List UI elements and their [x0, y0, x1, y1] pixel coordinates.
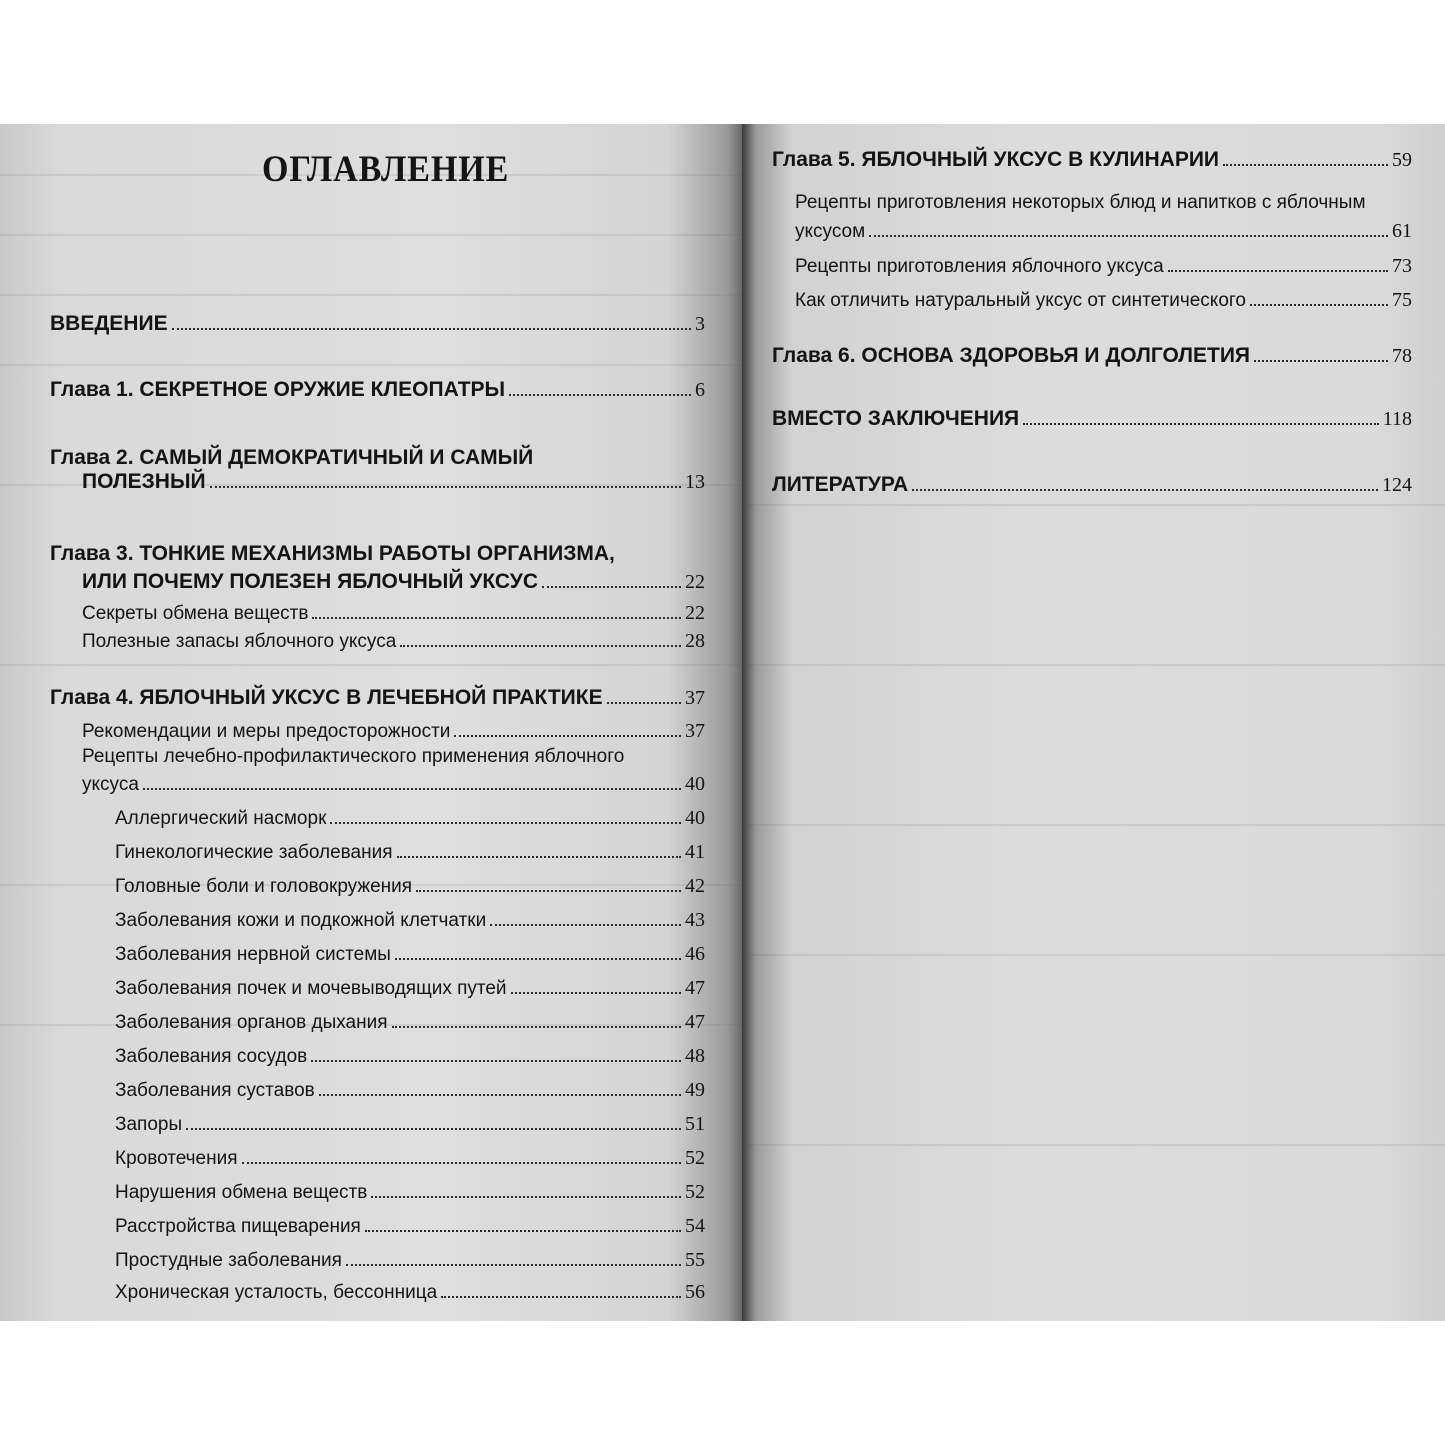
dot-leader	[312, 617, 681, 619]
toc-entry-subsection[interactable]	[115, 909, 705, 932]
toc-page-number: 46	[685, 943, 705, 965]
toc-entry-section[interactable]	[795, 255, 1412, 278]
toc-entry-chapter-4[interactable]	[50, 686, 705, 710]
toc-page-number: 41	[685, 841, 705, 863]
toc-page-number: 6	[695, 379, 705, 401]
toc-entry-subsection[interactable]	[115, 1079, 705, 1102]
dot-leader	[346, 1264, 681, 1266]
dot-leader	[454, 735, 681, 737]
toc-entry-label: Глава 5. ЯБЛОЧНЫЙ УКСУС В КУЛИНАРИИ	[772, 148, 1220, 171]
toc-entry-label: ПОЛЕЗНЫЙ	[82, 470, 206, 493]
toc-page-number: 78	[1392, 345, 1412, 367]
toc-entry-subsection[interactable]	[115, 1249, 705, 1272]
toc-entry-subsection[interactable]	[115, 1045, 705, 1068]
page-title: ОГЛАВЛЕНИЕ	[262, 149, 510, 190]
toc-entry-label: Глава 4. ЯБЛОЧНЫЙ УКСУС В ЛЕЧЕБНОЙ ПРАКТИКЕ	[50, 686, 603, 709]
toc-page-number: 75	[1392, 289, 1412, 311]
toc-page-number: 13	[685, 471, 705, 493]
toc-entry-subsection[interactable]	[115, 977, 705, 1000]
dot-leader	[172, 328, 691, 330]
toc-entry-chapter-3[interactable]	[82, 570, 705, 594]
dot-leader	[1023, 423, 1379, 425]
toc-entry-label: Гинекологические заболевания	[115, 842, 393, 863]
toc-entry-label: ВМЕСТО ЗАКЛЮЧЕНИЯ	[772, 407, 1020, 430]
toc-page-number: 22	[685, 571, 705, 593]
toc-entry-label: Глава 1. СЕКРЕТНОЕ ОРУЖИЕ КЛЕОПАТРЫ	[50, 378, 506, 401]
toc-page-number: 49	[685, 1079, 705, 1101]
toc-entry-label: Полезные запасы яблочного уксуса	[82, 631, 397, 652]
dot-leader	[392, 1026, 682, 1028]
toc-entry-section[interactable]	[82, 773, 705, 796]
toc-entry-label: Головные боли и головокружения	[115, 876, 413, 897]
dot-leader	[330, 822, 681, 824]
dot-leader	[210, 486, 681, 488]
toc-page-number: 28	[685, 630, 705, 652]
toc-page-number: 37	[685, 687, 705, 709]
toc-entry-label: Заболевания сосудов	[115, 1046, 308, 1067]
dot-leader	[869, 235, 1388, 237]
dot-leader	[186, 1128, 681, 1130]
toc-page-number: 40	[685, 807, 705, 829]
toc-entry-label: Заболевания суставов	[115, 1080, 315, 1101]
toc-entry-chapter-1[interactable]	[50, 378, 705, 402]
toc-entry-subsection[interactable]	[115, 1147, 705, 1170]
toc-entry-chapter-6[interactable]	[772, 344, 1412, 368]
toc-entry-label: Заболевания кожи и подкожной клетчатки	[115, 910, 487, 931]
toc-entry-recipes-line1: Рецепты лечебно-профилактического применения яблочного	[82, 746, 625, 767]
toc-page-number: 124	[1382, 474, 1412, 496]
toc-page-number: 54	[685, 1215, 705, 1237]
toc-page-number: 47	[685, 977, 705, 999]
toc-entry-subsection[interactable]	[115, 1011, 705, 1034]
dot-leader	[143, 788, 681, 790]
dot-leader	[509, 394, 691, 396]
toc-entry-introduction[interactable]	[50, 312, 705, 336]
toc-entry-subsection[interactable]	[115, 1181, 705, 1204]
toc-entry-literature[interactable]	[772, 473, 1412, 497]
toc-entry-label: Простудные заболевания	[115, 1250, 342, 1271]
toc-entry-chapter-2[interactable]	[82, 470, 705, 494]
toc-entry-label: Хроническая усталость, бессонница	[115, 1282, 438, 1303]
toc-entry-subsection[interactable]	[115, 1281, 705, 1304]
dot-leader	[490, 924, 681, 926]
toc-entry-chapter-5[interactable]	[772, 148, 1412, 172]
toc-page-number: 3	[695, 313, 705, 335]
toc-entry-chapter-3-line1: Глава 3. ТОНКИЕ МЕХАНИЗМЫ РАБОТЫ ОРГАНИЗМА,	[50, 542, 615, 565]
dot-leader	[319, 1094, 681, 1096]
dot-leader	[397, 856, 681, 858]
toc-entry-label: ИЛИ ПОЧЕМУ ПОЛЕЗЕН ЯБЛОЧНЫЙ УКСУС	[82, 570, 539, 593]
dot-leader	[441, 1296, 681, 1298]
toc-entry-label: Расстройства пищеварения	[115, 1216, 361, 1237]
dot-leader	[912, 489, 1378, 491]
dot-leader	[371, 1196, 681, 1198]
toc-page-number: 22	[685, 602, 705, 624]
toc-page-number: 42	[685, 875, 705, 897]
dot-leader	[1223, 164, 1388, 166]
toc-page-number: 37	[685, 720, 705, 742]
toc-entry-label: уксусом	[795, 221, 866, 242]
toc-entry-label: уксуса	[82, 774, 139, 795]
toc-entry-label: Аллергический насморк	[115, 808, 327, 829]
toc-entry-section[interactable]	[82, 602, 705, 625]
dot-leader	[242, 1162, 681, 1164]
toc-entry-chapter-2-line1: Глава 2. САМЫЙ ДЕМОКРАТИЧНЫЙ И САМЫЙ	[50, 446, 534, 469]
toc-entry-label: Заболевания нервной системы	[115, 944, 391, 965]
toc-page-number: 48	[685, 1045, 705, 1067]
toc-entry-subsection[interactable]	[115, 875, 705, 898]
toc-page-number: 73	[1392, 255, 1412, 277]
dot-leader	[542, 586, 681, 588]
toc-entry-label: Кровотечения	[115, 1148, 238, 1169]
toc-entry-subsection[interactable]	[115, 841, 705, 864]
toc-entry-subsection[interactable]	[115, 1215, 705, 1238]
toc-page-number: 118	[1382, 408, 1412, 430]
toc-entry-label: Заболевания почек и мочевыводящих путей	[115, 978, 507, 999]
toc-entry-label: Секреты обмена веществ	[82, 603, 309, 624]
toc-entry-section[interactable]	[82, 630, 705, 653]
toc-page-number: 59	[1392, 149, 1412, 171]
toc-page-number: 43	[685, 909, 705, 931]
toc-entry-label: ЛИТЕРАТУРА	[772, 473, 909, 496]
toc-entry-label: Рекомендации и меры предосторожности	[82, 721, 451, 742]
toc-entry-label: ВВЕДЕНИЕ	[50, 312, 168, 335]
dot-leader	[416, 890, 681, 892]
toc-entry-label: Запоры	[115, 1114, 183, 1135]
toc-entry-label: Рецепты приготовления яблочного уксуса	[795, 256, 1164, 277]
toc-page-number: 56	[685, 1281, 705, 1303]
toc-entry-label: Как отличить натуральный уксус от синтетического	[795, 290, 1246, 311]
dot-leader	[607, 702, 681, 704]
toc-page-number: 51	[685, 1113, 705, 1135]
toc-entry-recipes-dishes-line1: Рецепты приготовления некоторых блюд и напитков с яблочным	[795, 192, 1366, 213]
toc-entry-conclusion[interactable]	[772, 407, 1412, 431]
toc-entry-section[interactable]	[795, 289, 1412, 312]
toc-page-number: 55	[685, 1249, 705, 1271]
toc-entry-subsection[interactable]	[115, 943, 705, 966]
toc-entry-subsection[interactable]	[115, 807, 705, 830]
toc-entry-label: Заболевания органов дыхания	[115, 1012, 388, 1033]
dot-leader	[395, 958, 681, 960]
toc-page-number: 47	[685, 1011, 705, 1033]
toc-page-number: 61	[1392, 220, 1412, 242]
dot-leader	[1254, 360, 1388, 362]
dot-leader	[511, 992, 681, 994]
dot-leader	[1168, 270, 1388, 272]
toc-entry-section[interactable]	[82, 720, 705, 743]
toc-page-number: 52	[685, 1181, 705, 1203]
dot-leader	[365, 1230, 681, 1232]
toc-entry-section[interactable]	[795, 220, 1412, 243]
toc-entry-label: Нарушения обмена веществ	[115, 1182, 368, 1203]
dot-leader	[400, 645, 681, 647]
dot-leader	[311, 1060, 681, 1062]
toc-page-number: 52	[685, 1147, 705, 1169]
toc-entry-label: Глава 6. ОСНОВА ЗДОРОВЬЯ И ДОЛГОЛЕТИЯ	[772, 344, 1251, 367]
toc-entry-subsection[interactable]	[115, 1113, 705, 1136]
toc-page-number: 40	[685, 773, 705, 795]
dot-leader	[1250, 304, 1388, 306]
